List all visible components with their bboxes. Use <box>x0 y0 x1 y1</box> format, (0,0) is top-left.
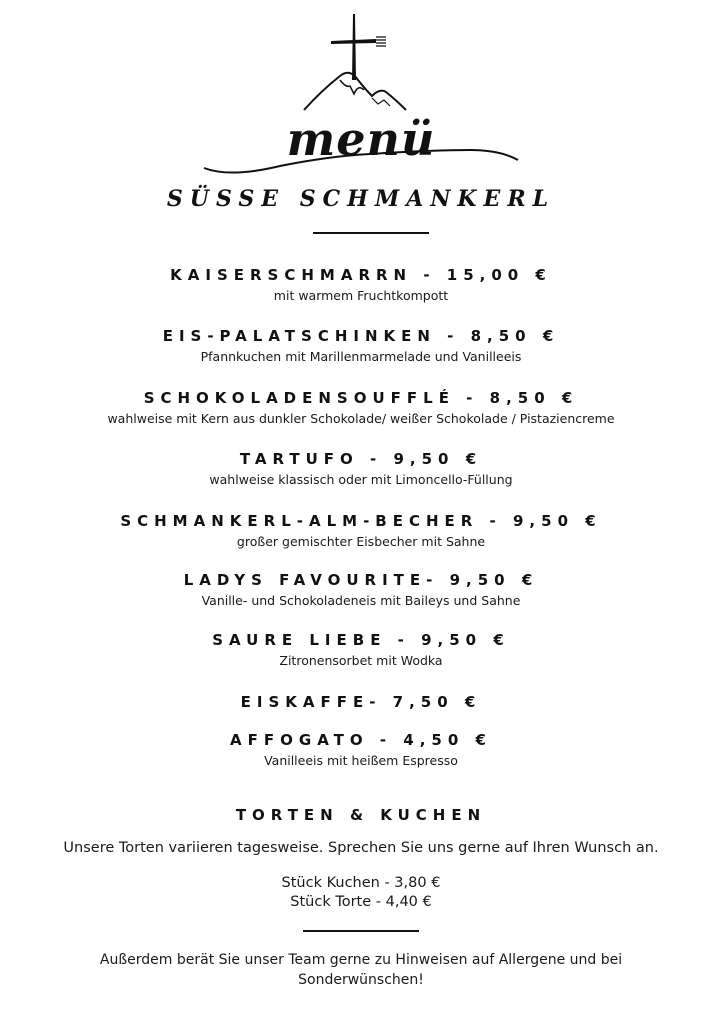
item-title: EISKAFFE- 7,50 € <box>240 693 482 711</box>
divider-top <box>313 232 429 234</box>
item-description: Zitronensorbet mit Wodka <box>279 653 443 668</box>
item-title: KAISERSCHMARRN - 15,00 € <box>170 266 552 284</box>
menu-item-eiskaffe <box>0 692 722 712</box>
item-description: Vanille- und Schokoladeneis mit Baileys und Sahne <box>201 593 521 608</box>
price-torte: Stück Torte - 4,40 € <box>290 894 432 910</box>
item-title: LADYS FAVOURITE- 9,50 € <box>183 571 539 589</box>
item-description: mit warmem Fruchtkompott <box>273 288 449 303</box>
section-title-torten: TORTEN & KUCHEN <box>235 806 487 824</box>
menu-item-schokoladensouffle <box>0 388 722 428</box>
item-description: großer gemischter Eisbecher mit Sahne <box>236 534 486 549</box>
item-title: EIS-PALATSCHINKEN - 8,50 € <box>162 327 560 345</box>
item-title: TARTUFO - 9,50 € <box>239 450 483 468</box>
menu-item-saure-liebe <box>0 630 722 670</box>
allergen-note: Außerdem berät Sie unser Team gerne zu Hinweisen auf Allergene und bei Sonderwünschen! <box>99 952 623 988</box>
item-description: Pfannkuchen mit Marillenmarmelade und Vanilleeis <box>200 349 522 364</box>
item-title: SAURE LIEBE - 9,50 € <box>212 631 510 649</box>
item-description: Vanilleeis mit heißem Espresso <box>264 753 458 768</box>
item-title: AFFOGATO - 4,50 € <box>230 731 492 749</box>
item-title: SCHOKOLADENSOUFFLÉ - 8,50 € <box>143 389 579 407</box>
menu-item-kaiserschmarrn <box>0 265 722 305</box>
menu-item-eis-palatschinken <box>0 326 722 366</box>
menu-item-tartufo <box>0 449 722 489</box>
cakes-intro: Unsere Torten variieren tagesweise. Sprechen Sie uns gerne auf Ihren Wunsch an. <box>63 840 659 856</box>
item-description: wahlweise mit Kern aus dunkler Schokolade/ weißer Schokolade / Pistaziencreme <box>107 411 615 426</box>
menu-item-affogato <box>0 730 722 770</box>
item-description: wahlweise klassisch oder mit Limoncello-Füllung <box>209 472 513 487</box>
menu-item-ladys-favourite <box>0 570 722 610</box>
divider-bottom <box>303 930 419 932</box>
menu-subtitle: SÜSSE SCHMANKERL <box>166 186 556 212</box>
menu-item-schmankerl-alm-becher <box>0 511 722 551</box>
menu-title: menü <box>286 112 436 166</box>
price-kuchen: Stück Kuchen - 3,80 € <box>281 875 441 891</box>
item-title: SCHMANKERL-ALM-BECHER - 9,50 € <box>120 512 602 530</box>
